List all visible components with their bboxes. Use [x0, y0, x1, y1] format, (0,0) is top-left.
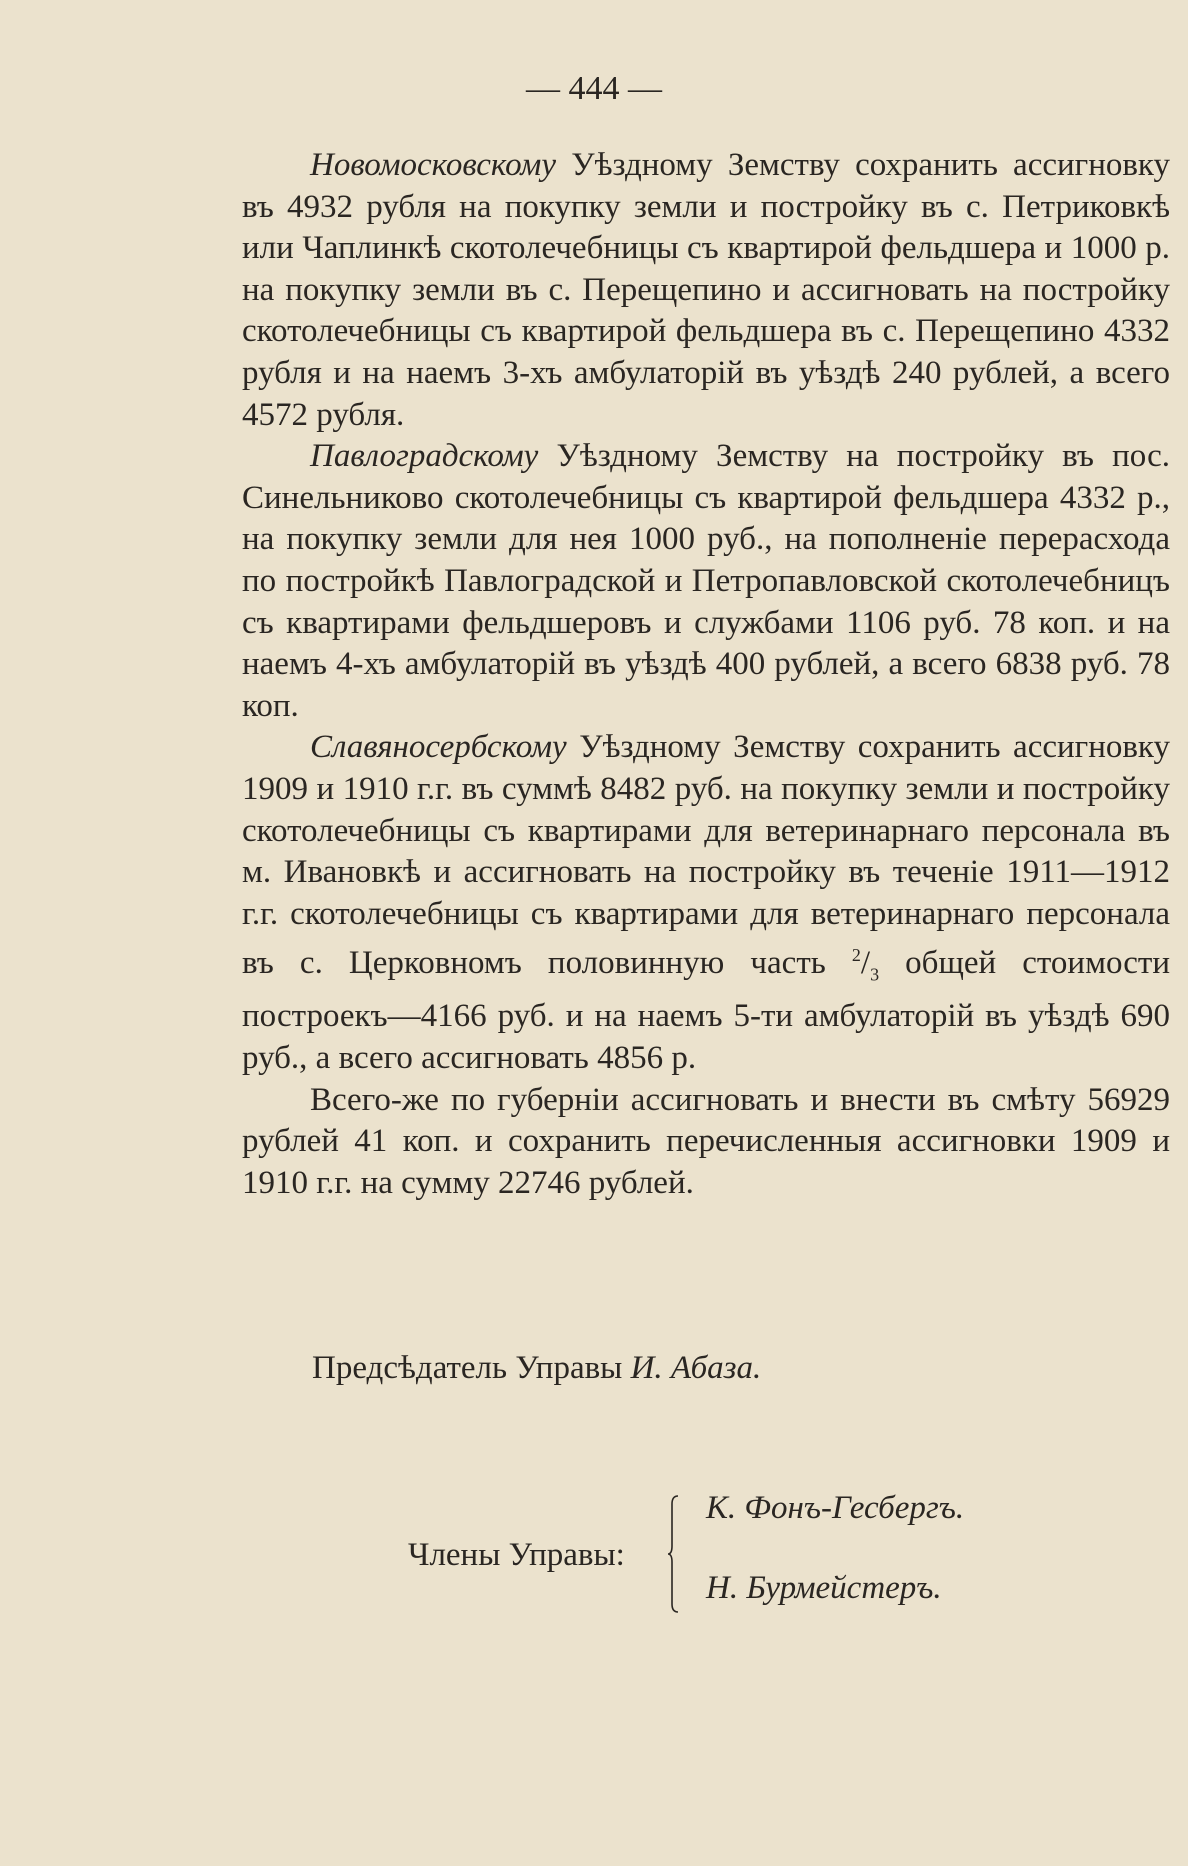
body-text — [242, 145, 1170, 1204]
brace-icon — [668, 1494, 680, 1614]
paragraph-slavyanoserbsk — [242, 727, 1170, 1079]
fraction-numerator: 2 — [851, 945, 861, 966]
paragraph-lead: Новомосковскому — [310, 147, 557, 183]
paragraph-lead: Павлоградскому — [310, 438, 539, 475]
paragraph-lead: Славяносербскому — [310, 729, 567, 766]
chairman-name: И. Абаза. — [630, 1350, 762, 1386]
paragraph-total — [242, 1080, 1170, 1205]
paragraph-text: Всего-же по губерніи ассигновать и внести въ смѣту 56929 рублей 41 коп. и сохранить перечисленныя ассигновки 1909 и 1910 г.г. на сумму 22746 рублей. — [242, 1081, 1170, 1201]
paragraph-pavlograd — [242, 436, 1170, 727]
member-name: Н. Бурмейстеръ. — [706, 1570, 942, 1606]
chairman-signature — [312, 1350, 761, 1387]
board-members-signature — [0, 1490, 1188, 1630]
paragraph-text: Уѣздному Земству на постройку въ пос. Синельниково скотолечебницы съ квартирой фельдшера 4332 р., на покупку земли для нея 1000 руб., на пополненіе перерасхода по постройкѣ Павлоградской и Петропавловской скотолечебницъ съ квартирами фельдшеровъ и службами 1106 руб. 78 коп. и на наемъ 4-хъ амбулаторій въ уѣздѣ 400 рублей, а всего 6838 руб. 78 коп. — [242, 438, 1170, 724]
fraction-two-thirds: $^2/_3$ — [851, 945, 880, 985]
member-name: К. Фонъ-Гесбергъ. — [706, 1490, 965, 1526]
fraction-denominator: 3 — [870, 964, 880, 985]
paragraph-novomoskovsk — [242, 145, 1170, 436]
chairman-title: Предсѣдатель Управы — [312, 1350, 623, 1386]
page-number: — 444 — — [526, 70, 662, 107]
paragraph-text-after: общей стоимости построекъ—4166 руб. и на наемъ 5-ти амбулаторій въ уѣздѣ 690 руб., а всего ассигновать 4856 р. — [242, 945, 1170, 1077]
paragraph-text: Уѣздному Земству сохранить ассигновку 1909 и 1910 г.г. въ суммѣ 8482 руб. на покупку земли и постройку скотолечебницы съ квартирами для ветеринарнаго персонала въ м. Ивановкѣ и ассигновать на постройку въ теченіе 1911—1912 г.г. скотолечебницы съ квартирами для ветеринарнаго персонала въ с. Церковномъ половинную часть — [242, 729, 1170, 982]
members-label: Члены Управы: — [408, 1537, 625, 1573]
paragraph-text: Уѣздному Земству сохранить ассигновку въ 4932 рубля на покупку земли и постройку въ с. Петриковкѣ или Чаплинкѣ скотолечебницы съ квартирой фельдшера и 1000 р. на покупку земли въ с. Перещепино и ассигновать на постройку скотолечебницы съ квартирой фельдшера въ с. Перещепино 4332 рубля и на наемъ 3-хъ амбулаторій въ уѣздѣ 240 рублей, а всего 4572 рубля. — [242, 147, 1170, 433]
